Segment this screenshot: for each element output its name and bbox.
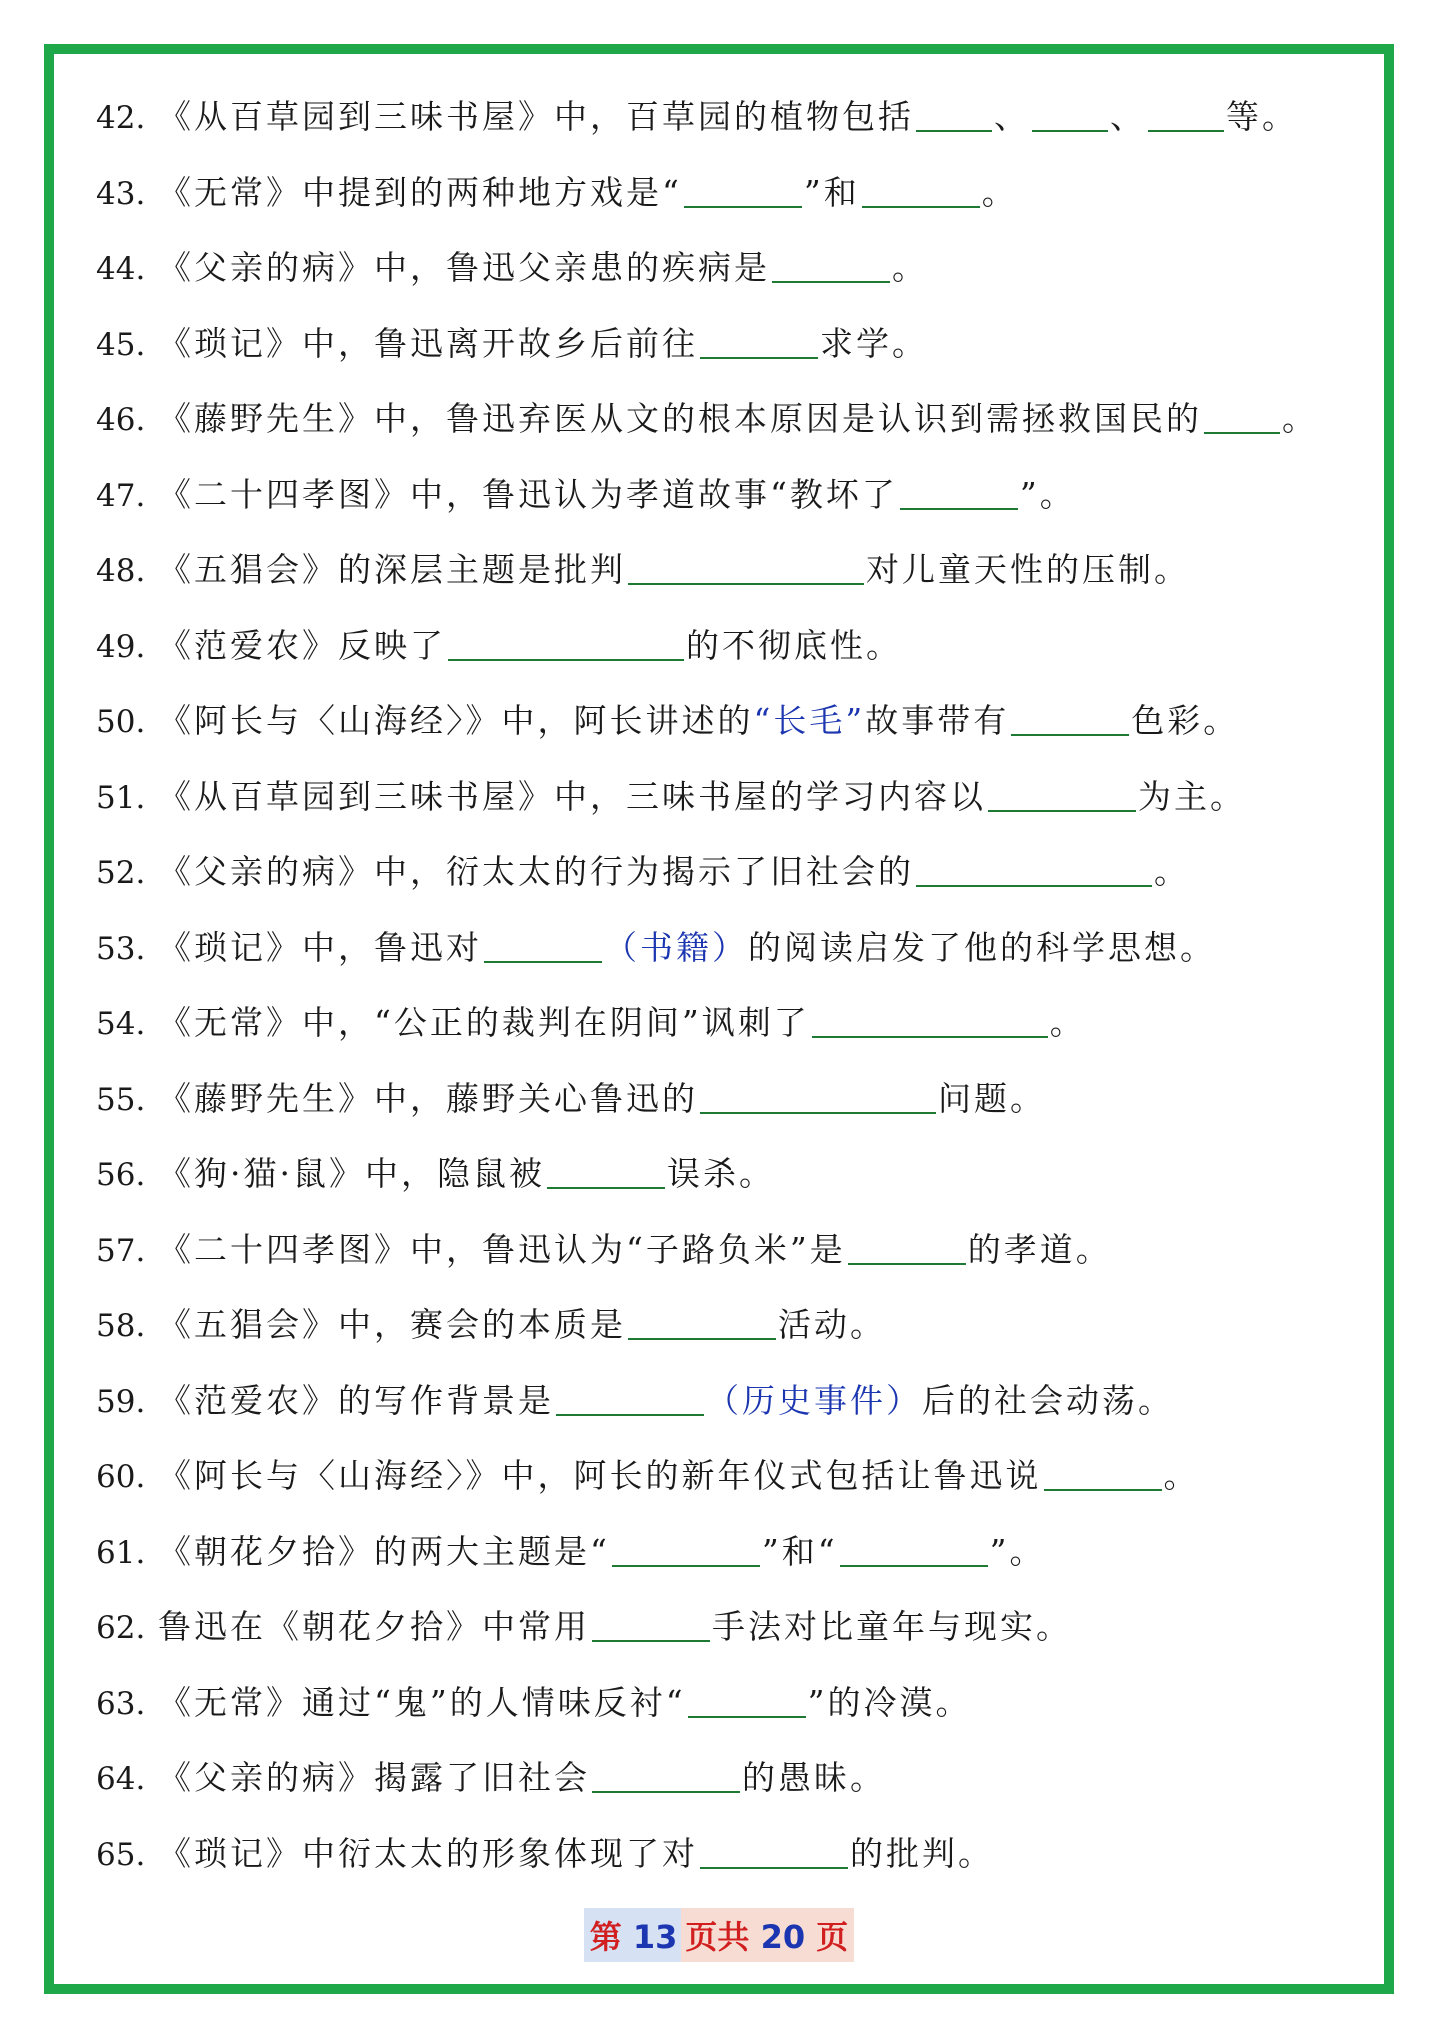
- question-item: [96, 608, 1356, 684]
- total-page-number: 20: [760, 1918, 806, 1956]
- question-text: 手法对比童年与现实。: [712, 1607, 1072, 1646]
- question-number: 58.: [96, 1308, 146, 1344]
- question-number: 52.: [96, 855, 146, 891]
- question-item: [96, 1589, 1356, 1665]
- answer-blank[interactable]: [700, 327, 818, 359]
- question-text: 《父亲的病》中，衍太太的行为揭示了旧社会的: [158, 852, 914, 891]
- question-list: [96, 79, 1356, 1891]
- question-item: [96, 79, 1356, 155]
- question-text: ”。: [1019, 474, 1076, 514]
- question-number: 53.: [96, 930, 146, 967]
- answer-blank[interactable]: [772, 251, 890, 283]
- question-text: ”。: [989, 1531, 1046, 1571]
- answer-blank[interactable]: [1148, 100, 1224, 132]
- answer-blank[interactable]: [900, 478, 1018, 510]
- question-text: 故事带有: [865, 701, 1010, 740]
- question-text: 的孝道。: [967, 1229, 1112, 1269]
- question-text: 。: [892, 248, 928, 287]
- question-text: 《范爱农》的写作背景是: [158, 1380, 554, 1420]
- answer-blank[interactable]: [592, 1761, 740, 1793]
- question-text: 《无常》中提到的两种地方戏是“: [158, 172, 682, 212]
- question-item: [96, 155, 1356, 231]
- question-text: 《从百草园到三味书屋》中，三味书屋的学习内容以: [158, 776, 986, 816]
- question-text: 《从百草园到三味书屋》中，百草园的植物包括: [158, 97, 914, 136]
- question-number: 46.: [96, 402, 146, 438]
- question-text: 《阿长与〈山海经〉》中，阿长讲述的: [158, 701, 754, 740]
- question-text: 《范爱农》反映了: [158, 625, 446, 665]
- question-text: 的不彻底性。: [686, 625, 902, 665]
- question-number: 56.: [96, 1157, 146, 1193]
- question-number: 50.: [96, 704, 146, 740]
- question-item: [96, 834, 1356, 910]
- question-text: 《二十四孝图》中，鲁迅认为“子路负米”是: [158, 1229, 846, 1269]
- question-number: 57.: [96, 1232, 146, 1269]
- question-item: [96, 683, 1356, 759]
- question-number: 44.: [96, 251, 146, 287]
- question-number: 49.: [96, 628, 146, 665]
- answer-blank[interactable]: [612, 1535, 760, 1567]
- question-text: 的愚昧。: [742, 1758, 886, 1797]
- question-text: 、: [994, 97, 1030, 136]
- answer-blank[interactable]: [1044, 1459, 1162, 1491]
- question-item: [96, 1514, 1356, 1590]
- answer-blank[interactable]: [1204, 402, 1280, 434]
- answer-blank[interactable]: [592, 1610, 710, 1642]
- question-text: 色彩。: [1131, 701, 1240, 740]
- question-text: 《五猖会》中，赛会的本质是: [158, 1305, 626, 1344]
- answer-blank[interactable]: [628, 553, 864, 585]
- question-item: [96, 230, 1356, 306]
- question-text: 《父亲的病》揭露了旧社会: [158, 1758, 590, 1797]
- question-number: 64.: [96, 1761, 146, 1797]
- answer-blank[interactable]: [862, 176, 980, 208]
- question-text: 鲁迅在《朝花夕拾》中常用: [158, 1607, 590, 1646]
- question-number: 51.: [96, 779, 146, 816]
- question-number: 45.: [96, 326, 146, 363]
- question-text: 《无常》通过“鬼”的人情味反衬“: [158, 1682, 686, 1722]
- question-item: [96, 457, 1356, 533]
- answer-blank[interactable]: [1032, 100, 1108, 132]
- question-text: ”和: [803, 172, 860, 212]
- question-number: 48.: [96, 553, 146, 589]
- question-text: 《父亲的病》中，鲁迅父亲患的疾病是: [158, 248, 770, 287]
- answer-blank[interactable]: [684, 176, 802, 208]
- question-text: 《琐记》中，鲁迅对: [158, 927, 482, 967]
- question-text: 、: [1110, 97, 1146, 136]
- question-text: 《狗·猫·鼠》中，隐鼠被: [158, 1154, 545, 1193]
- question-text: 《藤野先生》中，鲁迅弃医从文的根本原因是认识到需拯救国民的: [158, 399, 1202, 438]
- question-number: 54.: [96, 1006, 146, 1042]
- footer-ye-gong: 页共: [685, 1918, 750, 1956]
- question-text: 为主。: [1138, 776, 1246, 816]
- question-number: 61.: [96, 1534, 146, 1571]
- answer-blank[interactable]: [547, 1157, 665, 1189]
- question-text: 后的社会动荡。: [922, 1380, 1174, 1420]
- question-number: 43.: [96, 175, 146, 212]
- question-text: 《阿长与〈山海经〉》中，阿长的新年仪式包括让鲁迅说: [158, 1456, 1042, 1495]
- question-text: ”和“: [761, 1531, 838, 1571]
- question-number: 55.: [96, 1081, 146, 1118]
- footer-di: 第: [589, 1918, 622, 1956]
- answer-blank[interactable]: [812, 1006, 1048, 1038]
- footer-ye: 页: [816, 1918, 849, 1956]
- question-number: 59.: [96, 1383, 146, 1420]
- question-item: [96, 1438, 1356, 1514]
- answer-blank[interactable]: [484, 931, 602, 963]
- question-item: [96, 1061, 1356, 1137]
- question-item: [96, 1363, 1356, 1439]
- question-text: 误杀。: [666, 1154, 775, 1193]
- answer-blank[interactable]: [988, 780, 1136, 812]
- question-text: 《五猖会》的深层主题是批判: [158, 550, 626, 589]
- question-hint: （历史事件）: [706, 1380, 922, 1420]
- question-text: 《琐记》中衍太太的形象体现了对: [158, 1833, 698, 1873]
- question-text: 《藤野先生》中，藤野关心鲁迅的: [158, 1078, 698, 1118]
- question-text: 的批判。: [850, 1833, 994, 1873]
- question-text: 。: [1282, 399, 1318, 438]
- question-item: [96, 306, 1356, 382]
- question-text: 对儿童天性的压制。: [866, 550, 1190, 589]
- answer-blank[interactable]: [688, 1686, 806, 1718]
- question-item: [96, 759, 1356, 835]
- answer-blank[interactable]: [848, 1233, 966, 1265]
- question-text: 《朝花夕拾》的两大主题是“: [158, 1531, 610, 1571]
- answer-blank[interactable]: [448, 629, 684, 661]
- question-text: 。: [1049, 1003, 1086, 1042]
- question-text: 求学。: [820, 323, 928, 363]
- question-hint: （书籍）: [604, 927, 748, 967]
- answer-blank[interactable]: [700, 1082, 936, 1114]
- question-text: 。: [1154, 852, 1190, 891]
- answer-blank[interactable]: [916, 855, 1152, 887]
- question-item: [96, 910, 1356, 986]
- question-item: [96, 1740, 1356, 1816]
- answer-blank[interactable]: [1011, 704, 1129, 736]
- answer-blank[interactable]: [916, 100, 992, 132]
- question-item: [96, 1136, 1356, 1212]
- question-number: 65.: [96, 1836, 146, 1873]
- question-item: [96, 381, 1356, 457]
- question-text: 《琐记》中，鲁迅离开故乡后前往: [158, 323, 698, 363]
- question-item: [96, 1665, 1356, 1741]
- current-page-number: 13: [632, 1918, 678, 1956]
- question-text: 活动。: [778, 1305, 886, 1344]
- answer-blank[interactable]: [556, 1384, 704, 1416]
- question-number: 42.: [96, 100, 146, 136]
- question-text: 《无常》中，“公正的裁判在阴间”讽刺了: [158, 1003, 810, 1042]
- question-text: 《二十四孝图》中，鲁迅认为孝道故事“教坏了: [158, 474, 898, 514]
- question-item: [96, 532, 1356, 608]
- question-text: 的阅读启发了他的科学思想。: [748, 927, 1216, 967]
- question-text: 等。: [1226, 97, 1298, 136]
- question-text: 问题。: [938, 1078, 1046, 1118]
- question-number: 60.: [96, 1459, 146, 1495]
- question-text: 。: [1163, 1456, 1200, 1495]
- page-footer: [54, 1908, 1384, 1962]
- question-item: [96, 985, 1356, 1061]
- question-hint: “长毛”: [753, 701, 866, 740]
- question-text: ”的冷漠。: [807, 1682, 972, 1722]
- answer-blank[interactable]: [628, 1308, 776, 1340]
- page-indicator-current: [584, 1908, 682, 1962]
- question-item: [96, 1816, 1356, 1892]
- question-number: 47.: [96, 477, 146, 514]
- answer-blank[interactable]: [700, 1837, 848, 1869]
- question-number: 63.: [96, 1685, 146, 1722]
- question-text: 。: [981, 172, 1018, 212]
- question-number: 62.: [96, 1610, 146, 1646]
- question-item: [96, 1212, 1356, 1288]
- page-indicator-total: [681, 1908, 854, 1962]
- question-item: [96, 1287, 1356, 1363]
- page-frame: [44, 44, 1394, 1994]
- answer-blank[interactable]: [840, 1535, 988, 1567]
